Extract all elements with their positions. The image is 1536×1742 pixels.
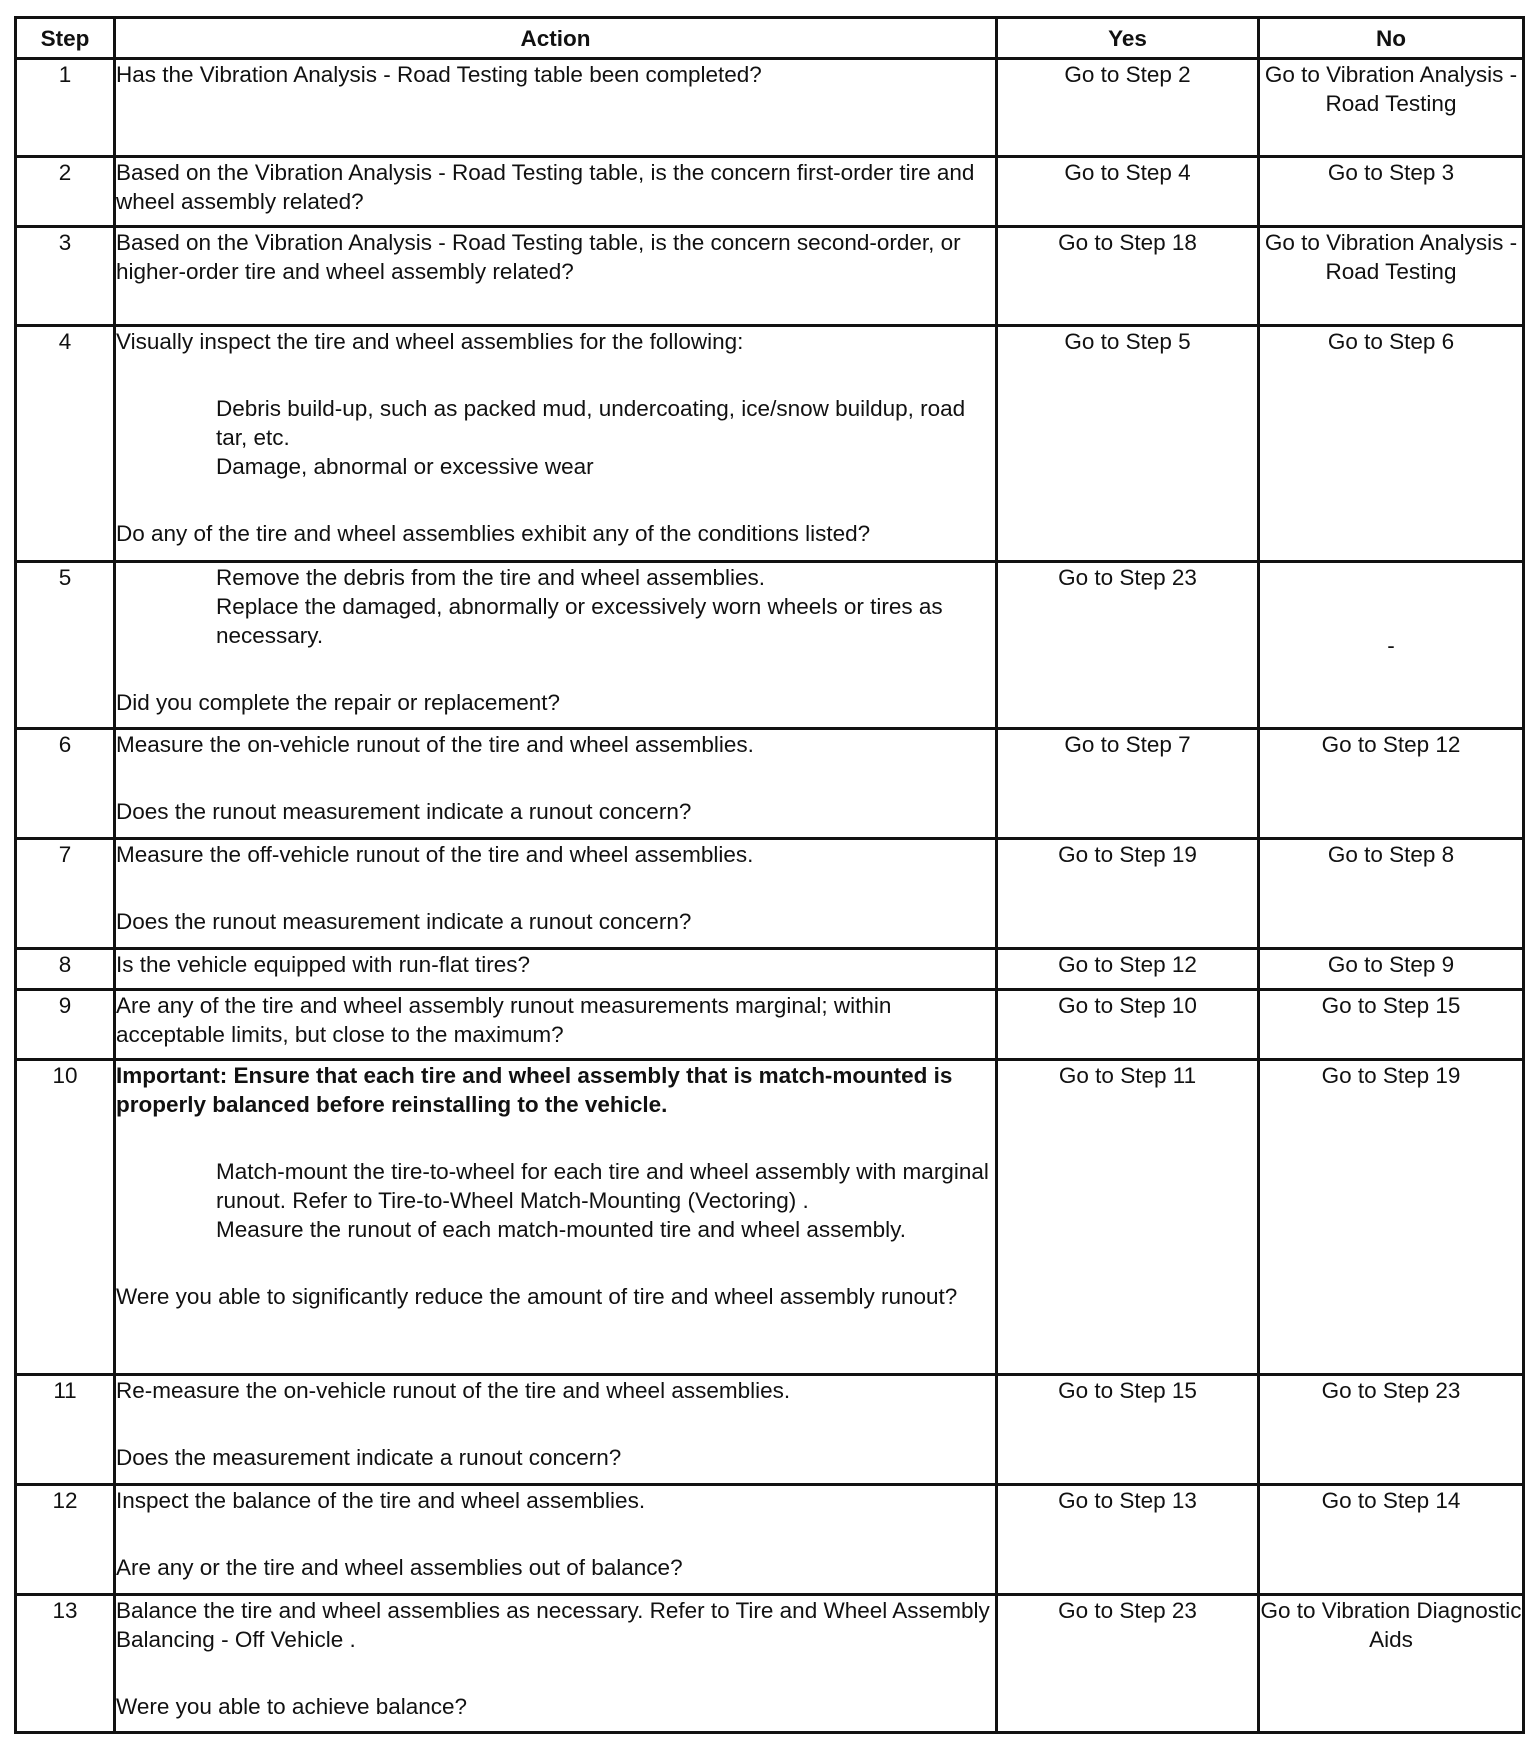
- action-question: Does the runout measurement indicate a runout concern?: [116, 799, 692, 824]
- no-outcome: Go to Step 8: [1259, 839, 1524, 949]
- table-row: [16, 1375, 1524, 1485]
- yes-outcome: Go to Step 4: [997, 157, 1259, 227]
- action-question: Did you complete the repair or replacement?: [116, 690, 560, 715]
- action-cell: [115, 990, 997, 1060]
- action-question: Are any or the tire and wheel assemblies out of balance?: [116, 1555, 683, 1580]
- yes-outcome: Go to Step 5: [997, 326, 1259, 562]
- no-outcome: Go to Step 6: [1259, 326, 1524, 562]
- no-header: No: [1259, 18, 1524, 59]
- action-bullet: Measure the runout of each match-mounted tire and wheel assembly.: [216, 1217, 906, 1242]
- step-number: 12: [16, 1485, 115, 1595]
- action-cell: [115, 562, 997, 729]
- yes-outcome: Go to Step 23: [997, 1595, 1259, 1733]
- action-question: Does the measurement indicate a runout concern?: [116, 1445, 622, 1470]
- table-row: [16, 157, 1524, 227]
- action-question: Is the vehicle equipped with run-flat tires?: [116, 952, 530, 977]
- step-number: 4: [16, 326, 115, 562]
- action-question: Do any of the tire and wheel assemblies exhibit any of the conditions listed?: [116, 521, 871, 546]
- action-cell: [115, 1595, 997, 1733]
- action-intro: Measure the off-vehicle runout of the tire and wheel assemblies.: [116, 842, 754, 867]
- action-bullet: Damage, abnormal or excessive wear: [216, 454, 594, 479]
- no-outcome: Go to Step 15: [1259, 990, 1524, 1060]
- action-intro: Visually inspect the tire and wheel assemblies for the following:: [116, 329, 744, 354]
- action-bullet: Debris build-up, such as packed mud, undercoating, ice/snow buildup, road tar, etc.: [216, 396, 966, 450]
- action-intro: Measure the on-vehicle runout of the tire and wheel assemblies.: [116, 732, 754, 757]
- step-number: 6: [16, 729, 115, 839]
- no-outcome: Go to Vibration Analysis - Road Testing: [1259, 59, 1524, 157]
- step-header: Step: [16, 18, 115, 59]
- step-number: 7: [16, 839, 115, 949]
- action-cell: [115, 59, 997, 157]
- step-number: 9: [16, 990, 115, 1060]
- action-cell: [115, 326, 997, 562]
- no-outcome: Go to Step 23: [1259, 1375, 1524, 1485]
- action-cell: [115, 1375, 997, 1485]
- no-outcome: -: [1259, 562, 1524, 729]
- yes-outcome: Go to Step 23: [997, 562, 1259, 729]
- no-outcome: Go to Step 19: [1259, 1060, 1524, 1375]
- yes-outcome: Go to Step 19: [997, 839, 1259, 949]
- action-bullet: Match-mount the tire-to-wheel for each tire and wheel assembly with marginal runout. Refer to Tire-to-Wheel Match-Mounting (Vectoring) .: [216, 1159, 989, 1213]
- table-row: [16, 59, 1524, 157]
- action-cell: [115, 949, 997, 990]
- no-outcome: Go to Vibration Diagnostic Aids: [1259, 1595, 1524, 1733]
- table-row: [16, 729, 1524, 839]
- no-outcome: Go to Step 14: [1259, 1485, 1524, 1595]
- no-outcome: Go to Vibration Analysis - Road Testing: [1259, 227, 1524, 326]
- table-row: [16, 1595, 1524, 1733]
- header-row: [16, 18, 1524, 59]
- step-number: 8: [16, 949, 115, 990]
- yes-outcome: Go to Step 13: [997, 1485, 1259, 1595]
- step-number: 1: [16, 59, 115, 157]
- action-question: Does the runout measurement indicate a runout concern?: [116, 909, 692, 934]
- action-cell: [115, 227, 997, 326]
- no-outcome: Go to Step 12: [1259, 729, 1524, 839]
- table-row: [16, 949, 1524, 990]
- yes-outcome: Go to Step 10: [997, 990, 1259, 1060]
- action-cell: [115, 157, 997, 227]
- yes-outcome: Go to Step 2: [997, 59, 1259, 157]
- table-row: [16, 1485, 1524, 1595]
- action-cell: [115, 1485, 997, 1595]
- step-number: 5: [16, 562, 115, 729]
- step-number: 13: [16, 1595, 115, 1733]
- table-row: [16, 227, 1524, 326]
- action-question: Were you able to significantly reduce the amount of tire and wheel assembly runout?: [116, 1284, 958, 1309]
- table-row: [16, 990, 1524, 1060]
- action-question: Has the Vibration Analysis - Road Testing table been completed?: [116, 62, 762, 87]
- yes-outcome: Go to Step 15: [997, 1375, 1259, 1485]
- action-cell: [115, 1060, 997, 1375]
- action-bullet: Replace the damaged, abnormally or excessively worn wheels or tires as necessary.: [216, 594, 943, 648]
- diagnostic-table: [14, 16, 1525, 1734]
- action-cell: [115, 729, 997, 839]
- step-number: 2: [16, 157, 115, 227]
- action-question: Are any of the tire and wheel assembly runout measurements marginal; within acceptable limits, but close to the maximum?: [116, 993, 892, 1047]
- yes-outcome: Go to Step 18: [997, 227, 1259, 326]
- table-row: [16, 1060, 1524, 1375]
- no-outcome: Go to Step 9: [1259, 949, 1524, 990]
- yes-outcome: Go to Step 12: [997, 949, 1259, 990]
- action-intro: Inspect the balance of the tire and wheel assemblies.: [116, 1488, 646, 1513]
- action-header: Action: [115, 18, 997, 59]
- action-bullet: Remove the debris from the tire and wheel assemblies.: [216, 565, 766, 590]
- step-number: 3: [16, 227, 115, 326]
- step-number: 11: [16, 1375, 115, 1485]
- yes-outcome: Go to Step 11: [997, 1060, 1259, 1375]
- action-question: Were you able to achieve balance?: [116, 1694, 468, 1719]
- action-question: Based on the Vibration Analysis - Road Testing table, is the concern second-order, or higher-order tire and wheel assembly related?: [116, 230, 961, 284]
- action-intro: Re-measure the on-vehicle runout of the tire and wheel assemblies.: [116, 1378, 791, 1403]
- table-row: [16, 839, 1524, 949]
- action-intro: Balance the tire and wheel assemblies as necessary. Refer to Tire and Wheel Assembly Balancing - Off Vehicle .: [116, 1598, 990, 1652]
- action-cell: [115, 839, 997, 949]
- action-question: Based on the Vibration Analysis - Road Testing table, is the concern first-order tire and wheel assembly related?: [116, 160, 975, 214]
- yes-header: Yes: [997, 18, 1259, 59]
- important-note: Important: Ensure that each tire and wheel assembly that is match-mounted is properly balanced before reinstalling to the vehicle.: [116, 1063, 953, 1117]
- yes-outcome: Go to Step 7: [997, 729, 1259, 839]
- no-outcome: Go to Step 3: [1259, 157, 1524, 227]
- table-row: [16, 562, 1524, 729]
- step-number: 10: [16, 1060, 115, 1375]
- table-row: [16, 326, 1524, 562]
- diagnostic-page: [14, 16, 1522, 1734]
